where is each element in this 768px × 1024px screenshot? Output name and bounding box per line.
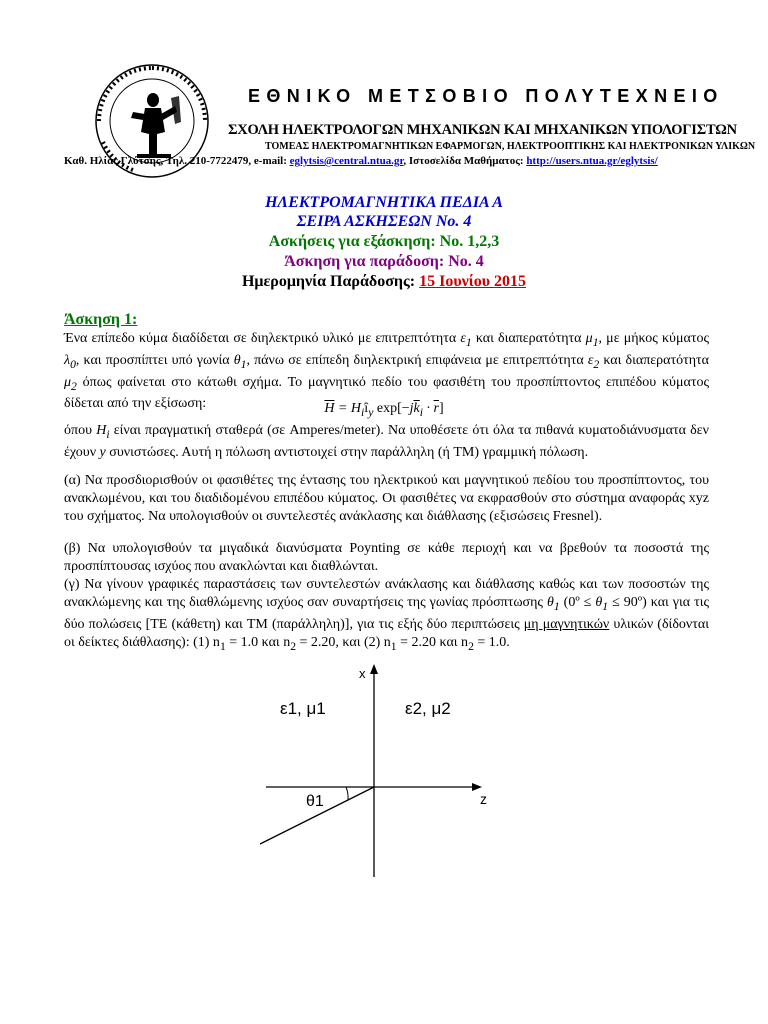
contact-mid: , Ιστοσελίδα Μαθήματος: <box>403 155 527 167</box>
series-title: ΣΕΙΡΑ ΑΣΚΗΣΕΩΝ No. 4 <box>296 213 472 230</box>
angle-arc <box>346 787 348 800</box>
exercise-conditions-paragraph: όπου $H_i$ είναι πραγματική σταθερά (σε Amperes/meter). Να υποθέσετε ότι όλα τα πιθανά κυματοδιάνυσματα δεν έχουν y συνιστώσες. Αυτή η πόλωση αντιστοιχεί στην παράλληλη (ή TM) γραμμική πόλωση. <box>64 423 709 460</box>
part-b-paragraph: (β) Να υπολογισθούν τα μιγαδικά διανύσματα Poynting σε κάθε περιοχή και να βρεθούν τα ποσοστά της προσπίπτουσας ισχύος που ανακλώνται και διαθλώνται. <box>64 541 709 574</box>
region1-label: ε1, μ1 <box>280 699 326 718</box>
school-name: ΣΧΟΛΗ ΗΛΕΚΤΡΟΛΟΓΩΝ ΜΗΧΑΝΙΚΩΝ ΚΑΙ ΜΗΧΑΝΙΚΩΝ ΥΠΟΛΟΓΙΣΤΩΝ <box>228 122 737 138</box>
contact-prefix: Καθ. Ηλίας Γλύτσης, Τηλ. 210-7722479, e-mail: <box>64 155 290 167</box>
university-name: ΕΘΝΙΚΟ ΜΕΤΣΟΒΙΟ ΠΟΛΥΤΕΧΝΕΙΟ <box>248 86 724 106</box>
interface-diagram <box>260 662 500 877</box>
submission-exercise: Άσκηση για παράδοση: No. 4 <box>284 253 484 270</box>
course-title: ΗΛΕΚΤΡΟΜΑΓΝΗΤΙΚΑ ΠΕΔΙΑ Α <box>265 194 503 211</box>
practice-exercises: Ασκήσεις για εξάσκηση: No. 1,2,3 <box>268 233 500 250</box>
due-date: 15 Ιουνίου 2015 <box>419 273 527 290</box>
exercise-heading: Άσκηση 1: <box>64 311 138 328</box>
email-link[interactable]: eglytsis@central.ntua.gr <box>289 155 404 167</box>
contact-line <box>64 155 658 167</box>
due-label: Ημερομηνία Παράδοσης: <box>241 273 420 290</box>
part-c-paragraph: (γ) Να γίνουν γραφικές παραστάσεις των συντελεστών ανάκλασης και διάθλασης καθώς και των ποσοστών της ανακλώμενης και της διαθλώμενης ισχύος σαν συναρτήσεις της γωνίας πρόσπτωσης $\theta_1$ (0º ≤ $\theta_1$ ≤ 90º) και για τις δύο πολώσεις [TE (κάθετη) και TM (παράλληλη)], για τις εξής δύο περιπτώσεις μη μαγνητικών υλικών (δίδονται οι δείκτες διάθλασης): (1) $n_1 = 1.0$ και $n_2 = 2.20$, και (2) $n_1 = 2.20$ και $n_2 = 1.0$. <box>64 577 710 653</box>
field-equation: $\overline{H}$ = $H_iî_y$ $\exp[-j\overline{k}_i \cdot \overline{r}]$ <box>324 401 444 419</box>
x-axis-arrow <box>370 664 378 674</box>
angle-label: θ1 <box>306 793 324 810</box>
department-name: ΤΟΜΕΑΣ ΗΛΕΚΤΡΟΜΑΓΝΗΤΙΚΩΝ ΕΦΑΡΜΟΓΩΝ, ΗΛΕΚΤΡΟΟΠΤΙΚΗΣ ΚΑΙ ΗΛΕΚΤΡΟΝΙΚΩΝ ΥΛΙΚΩΝ <box>265 141 756 152</box>
part-a-paragraph: (α) Να προσδιορισθούν οι φασιθέτες της έντασης του ηλεκτρικού και μαγνητικού πεδίου του προσπίπτοντος, του ανακλωμένου, και του διαδιδομένου επιπέδου κύματος. Οι φασιθέτες να εκφρασθούν στο σύστημα αναφοράς xyz του σχήματος. Να υπολογισθούν οι συντελεστές ανάκλασης και διάθλασης (εξισώσεις Fresnel). <box>64 473 709 524</box>
z-axis-arrow <box>472 783 482 791</box>
website-link[interactable]: http://users.ntua.gr/eglytsis/ <box>526 155 658 167</box>
exercise-intro-paragraph: Ένα επίπεδο κύμα διαδίδεται σε διηλεκτρικό υλικό με επιτρεπτότητα $\varepsilon_1$ και διαπερατότητα $\mu_1$, με μήκος κύματος $\lambda_0$, και προσπίπτει υπό γωνία $\theta_1$, πάνω σε επίπεδη διηλεκτρική επιφάνεια με επιτρεπτότητα $\varepsilon_2$ και διαπερατότητα $\mu_2$ όπως φαίνεται στο κάτωθι σχήμα. Το μαγνητικό πεδίο του φασιθέτη του προσπίπτοντος επιπέδου κύματος δίδεται από την εξίσωση: <box>64 331 709 412</box>
z-axis-label: z <box>480 791 487 807</box>
due-date-line <box>0 273 768 291</box>
region2-label: ε2, μ2 <box>405 699 451 718</box>
x-axis-label: x <box>359 666 366 681</box>
